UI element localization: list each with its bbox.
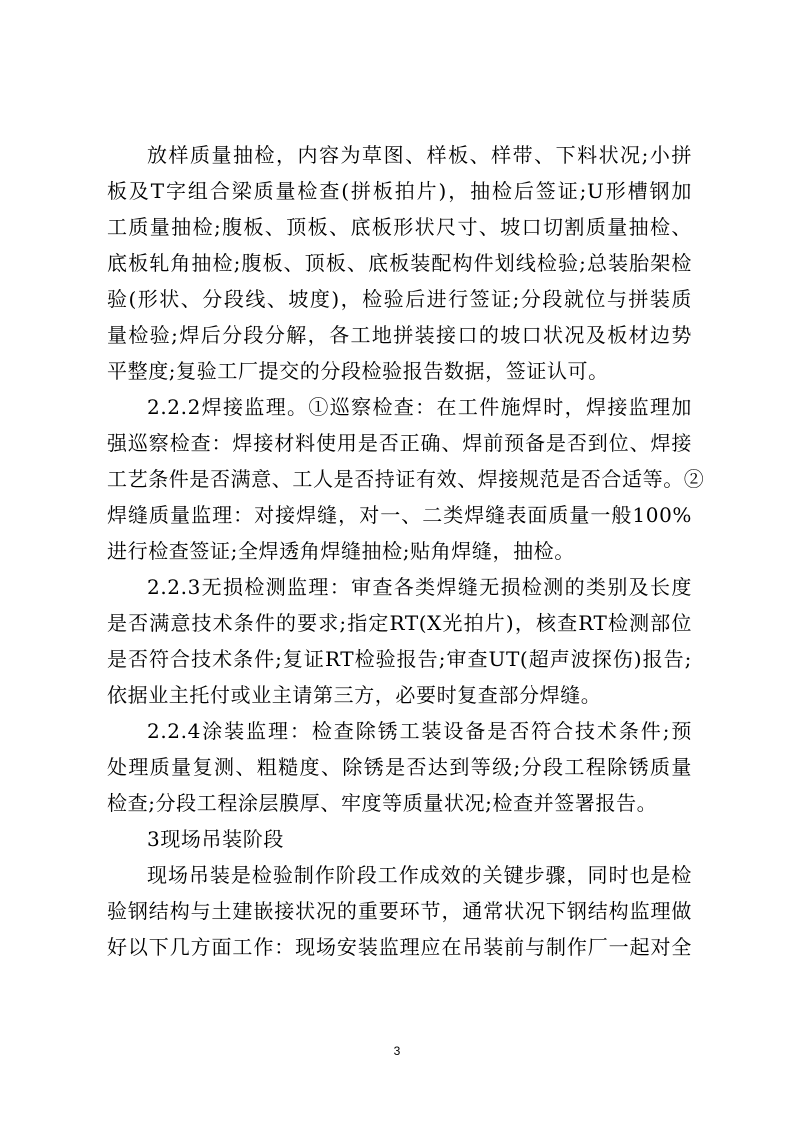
text-line: 底板轧角抽检;腹板、顶板、底板装配构件划线检验;总装胎架检	[107, 251, 692, 275]
page-number: 3	[393, 1044, 401, 1058]
text-line: 好以下几方面工作：现场安装监理应在吊装前与制作厂一起对全	[107, 935, 692, 959]
text-line: 工质量抽检;腹板、顶板、底板形状尺寸、坡口切割质量抽检、	[107, 215, 692, 239]
text-line: 现场吊装是检验制作阶段工作成效的关键步骤，同时也是检	[147, 863, 692, 887]
text-line: 是否满意技术条件的要求;指定RT(X光拍片)，核查RT检测部位	[107, 611, 692, 635]
text-line: 平整度;复验工厂提交的分段检验报告数据，签证认可。	[107, 359, 609, 383]
text-line: 进行检查签证;全焊透角焊缝抽检;贴角焊缝，抽检。	[107, 539, 575, 563]
text-line: 焊缝质量监理：对接焊缝，对一、二类焊缝表面质量一般100%	[107, 503, 692, 527]
text-line: 是否符合技术条件;复证RT检验报告;审查UT(超声波探伤)报告;	[107, 647, 692, 671]
section-line: 2.2.2焊接监理。①巡察检查：在工件施焊时，焊接监理加	[147, 395, 692, 419]
text-line: 工艺条件是否满意、工人是否持证有效、焊接规范是否合适等。②	[107, 467, 705, 491]
section-line: 2.2.4涂装监理：检查除锈工装设备是否符合技术条件;预	[147, 719, 692, 743]
text-line: 验(形状、分段线、坡度)，检验后进行签证;分段就位与拼装质	[107, 287, 692, 311]
section-line: 2.2.3无损检测监理：审查各类焊缝无损检测的类别及长度	[147, 575, 692, 599]
text-line: 放样质量抽检，内容为草图、样板、样带、下料状况;小拼	[147, 143, 692, 167]
text-line: 检查;分段工程涂层膜厚、牢度等质量状况;检查并签署报告。	[107, 791, 658, 815]
text-line: 量检验;焊后分段分解，各工地拼装接口的坡口状况及板材边势	[107, 323, 692, 347]
text-line: 板及T字组合梁质量检查(拼板拍片)，抽检后签证;U形槽钢加	[107, 179, 692, 203]
text-line: 依据业主托付或业主请第三方，必要时复查部分焊缝。	[107, 683, 602, 707]
text-line: 强巡察检查：焊接材料使用是否正确、焊前预备是否到位、焊接	[107, 431, 692, 455]
section-heading: 3现场吊装阶段	[147, 827, 284, 851]
text-line: 验钢结构与土建嵌接状况的重要环节，通常状况下钢结构监理做	[107, 899, 692, 923]
text-line: 处理质量复测、粗糙度、除锈是否达到等级;分段工程除锈质量	[107, 755, 692, 779]
